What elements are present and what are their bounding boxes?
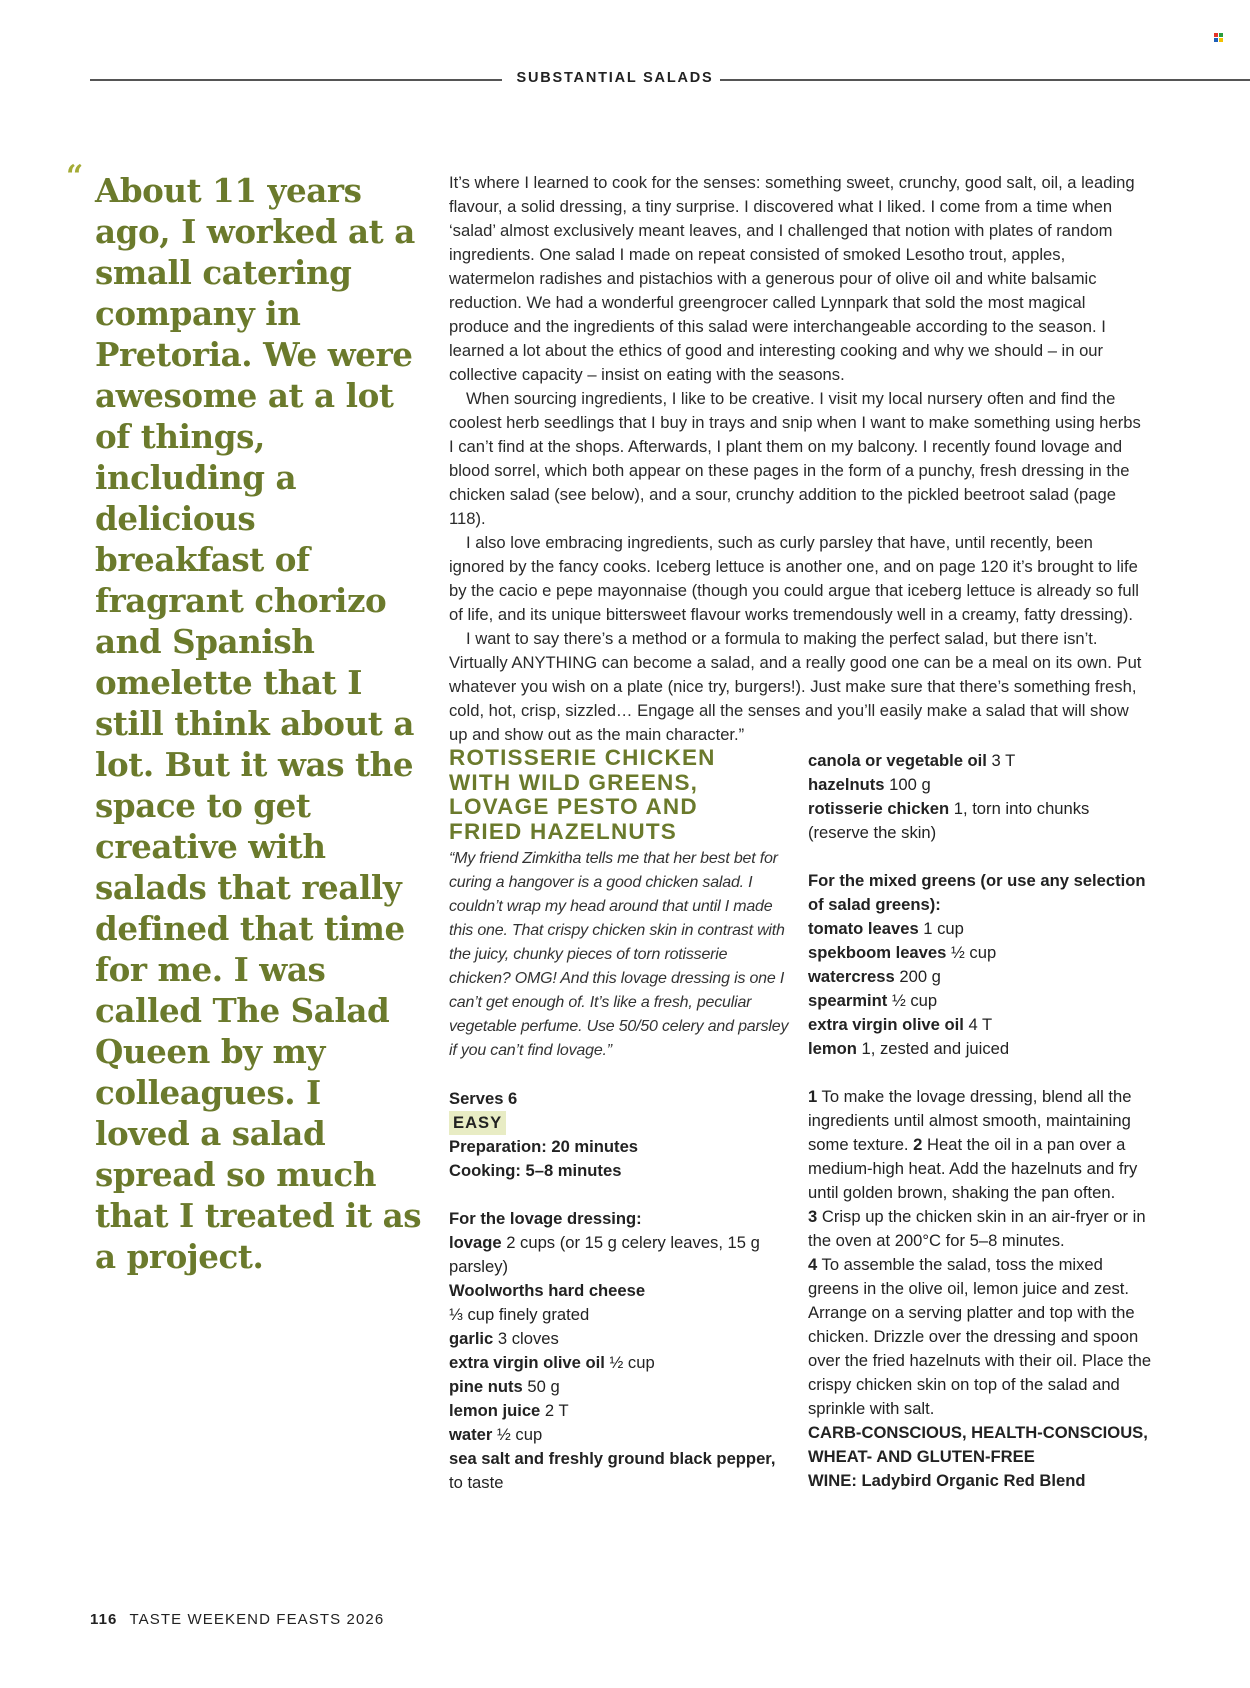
recipe-title-line: WITH WILD GREENS, [449, 769, 699, 795]
ingredient: spearmint ½ cup [808, 991, 938, 1010]
ingredient: extra virgin olive oil ½ cup [449, 1353, 655, 1372]
method-step: 3 Crisp up the chicken skin in an air-fryer or in the oven at 200°C for 5–8 minutes. [808, 1207, 1146, 1250]
cooking-time: Cooking: 5–8 minutes [449, 1161, 622, 1180]
recipe-title-line: LOVAGE PESTO AND [449, 794, 698, 819]
body-paragraph: When sourcing ingredients, I like to be creative. I visit my local nursery often and find the coolest herb seedlings that I buy in trays and snip when I want to make something using herbs I can’t find at the shops. Afterwards, I plant them on my balcony. I recently found lovage and blood sorrel, which both appear on these pages in the form of a punchy, fresh dressing in the chicken salad (see below), and a sour, crunchy addition to the pickled beetroot salad (page 118). [449, 389, 1141, 528]
article-body [449, 171, 1149, 747]
ingredient: hazelnuts 100 g [808, 775, 931, 794]
recipe-intro: “My friend Zimkitha tells me that her best bet for curing a hangover is a good chicken salad. I couldn’t wrap my head around that until I made this one. That crispy chicken skin in contrast with the juicy, chunky pieces of torn rotisserie chicken? OMG! And this lovage dressing is one I can’t get enough of. It’s like a fresh, peculiar vegetable perfume. Use 50/50 celery and parsley if you can’t find lovage.” [449, 850, 789, 1059]
page-footer [90, 1611, 384, 1628]
ingredient: lemon juice 2 T [449, 1401, 569, 1420]
ingredient: lemon 1, zested and juiced [808, 1039, 1010, 1058]
publication-name: TASTE WEEKEND FEASTS 2026 [129, 1611, 385, 1628]
ingredient: lovage 2 cups (or 15 g celery leaves, 15 g parsley) [449, 1233, 760, 1276]
ingredient: pine nuts 50 g [449, 1377, 560, 1396]
method-steps: 1 To make the lovage dressing, blend all the ingredients until almost smooth, maintaining some texture. 2 Heat the oil in a pan over a medium-high heat. Add the hazelnuts and fry until golden brown, shaking the pan often. [808, 1087, 1138, 1202]
ingredient: Woolworths hard cheese ⅓ cup finely grated [449, 1281, 646, 1324]
recipe-left-column [449, 746, 789, 1495]
recipe-right-column [808, 749, 1153, 1493]
method [808, 1085, 1153, 1421]
section-header [90, 70, 1250, 90]
ingredient: canola or vegetable oil 3 T [808, 751, 1016, 770]
dietary-info: CARB-CONSCIOUS, HEALTH-CONSCIOUS, WHEAT- AND GLUTEN-FREE [808, 1423, 1148, 1466]
ingredient: garlic 3 cloves [449, 1329, 559, 1348]
difficulty-badge: EASY [449, 1111, 506, 1135]
wine-pairing: WINE: Ladybird Organic Red Blend [808, 1471, 1086, 1490]
recipe-title-line: FRIED HAZELNUTS [449, 818, 677, 844]
ingredient: sea salt and freshly ground black pepper, to taste [449, 1449, 776, 1492]
header-rule-right [720, 79, 1250, 81]
color-registration-mark [1214, 33, 1223, 42]
prep-time: Preparation: 20 minutes [449, 1137, 639, 1156]
dressing-heading: For the lovage dressing: [449, 1209, 642, 1228]
ingredient: rotisserie chicken 1, torn into chunks (reserve the skin) [808, 799, 1090, 842]
pull-quote: About 11 years ago, I worked at a small catering company in Pretoria. We were awesome at a lot of things, including a delicious breakfast of fragrant chorizo and Spanish omelette that I still think about a lot. But it was the space to get creative with salads that really defined that time for me. I was called The Salad Queen by my colleagues. I loved a salad spread so much that I treated it as a project. [95, 171, 422, 1276]
greens-heading: For the mixed greens (or use any selection of salad greens): [808, 871, 1146, 914]
ingredient: watercress 200 g [808, 967, 941, 986]
body-paragraph: I also love embracing ingredients, such as curly parsley that have, until recently, been ignored by the fancy cooks. Iceberg lettuce is another one, and on page 120 it’s brought to life by the cacio e pepe mayonnaise (though you could argue that iceberg lettuce is already so full of life, and its unique bittersweet flavour works tremendously well in a creamy, fatty dressing). [449, 533, 1139, 624]
ingredient: extra virgin olive oil 4 T [808, 1015, 993, 1034]
body-paragraph: It’s where I learned to cook for the senses: something sweet, crunchy, good salt, oil, a leading flavour, a solid dressing, a tiny surprise. I discovered what I liked. I come from a time when ‘salad’ almost exclusively meant leaves, and I challenged that notion with plates of random ingredients. One salad I made on repeat consisted of smoked Lesotho trout, apples, watermelon radishes and pistachios with a generous pour of olive oil and white balsamic reduction. We had a wonderful greengrocer called Lynnpark that sold the most magical produce and the ingredients of this salad were interchangeable according to the season. I learned a lot about the ethics of good and interesting cooking and why we should – in our collective capacity – insist on eating with the seasons. [449, 173, 1135, 384]
header-rule-left [90, 79, 502, 81]
serves: Serves 6 [449, 1089, 518, 1108]
ingredient: water ½ cup [449, 1425, 543, 1444]
section-title: SUBSTANTIAL SALADS [516, 70, 714, 86]
page-number: 116 [90, 1611, 118, 1628]
body-paragraph: I want to say there’s a method or a formula to making the perfect salad, but there isn’t. Virtually ANYTHING can become a salad, and a really good one can be a meal on its own. Put whatever you wish on a plate (nice try, burgers!). Just make sure that there’s something fresh, cold, hot, crisp, sizzled… Engage all the senses and you’ll easily make a salad that will show up and show out as the main character.” [449, 629, 1142, 744]
recipe-title [449, 746, 789, 844]
recipe-title-line: ROTISSERIE CHICKEN [449, 745, 716, 770]
method-step: 4 To assemble the salad, toss the mixed greens in the olive oil, lemon juice and zest. Arrange on a serving platter and top with the chicken. Drizzle over the dressing and spoon over the fried hazelnuts with their oil. Place the crispy chicken skin on top of the salad and sprinkle with salt. [808, 1255, 1152, 1418]
quote-mark-icon: “ [66, 159, 84, 194]
ingredient: tomato leaves 1 cup [808, 919, 964, 938]
ingredient: spekboom leaves ½ cup [808, 943, 997, 962]
